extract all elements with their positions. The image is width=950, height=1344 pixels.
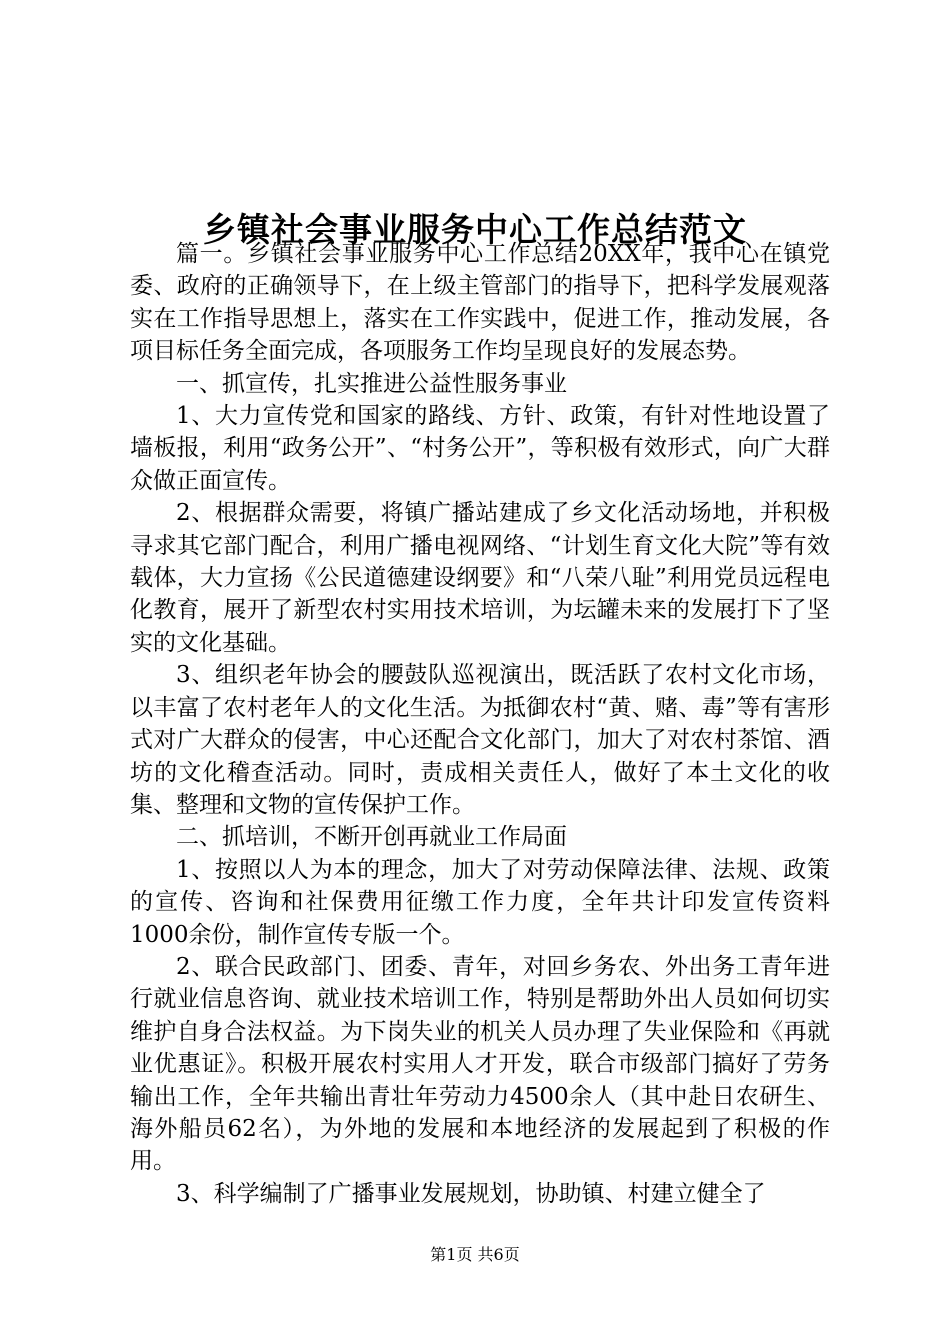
paragraph: 3、组织老年协会的腰鼓队巡视演出，既活跃了农村文化市场，以丰富了农村老年人的文化生活。为抵御农村“黄、赌、毒”等有害形式对广大群众的侵害，中心还配合文化部门，加大了对农村茶馆、酒坊的文化稽查活动。同时，责成相关责任人，做好了本土文化的收集、整理和文物的宣传保护工作。: [130, 662, 830, 818]
document-title: 乡镇社会事业服务中心工作总结范文: [203, 210, 747, 250]
document-body: [130, 238, 830, 1210]
paragraph: 1、大力宣传党和国家的路线、方针、政策，有针对性地设置了墙板报，利用“政务公开”、“村务公开”，等积极有效形式，向广大群众做正面宣传。: [130, 403, 830, 494]
paragraph: 2、根据群众需要，将镇广播站建成了乡文化活动场地，并积极寻求其它部门配合，利用广播电视网络、“计划生育文化大院”等有效载体，大力宣扬《公民道德建设纲要》和“八荣八耻”利用党员远程电化教育，展开了新型农村实用技术培训，为坛罐未来的发展打下了坚实的文化基础。: [130, 500, 830, 656]
paragraph: 1、按照以人为本的理念，加大了对劳动保障法律、法规、政策的宣传、咨询和社保费用征缴工作力度，全年共计印发宣传资料1000余份，制作宣传专版一个。: [130, 856, 830, 948]
paragraph: 3、科学编制了广播事业发展规划，协助镇、村建立健全了: [176, 1180, 766, 1207]
section-heading: 二、抓培训，不断开创再就业工作局面: [176, 824, 567, 851]
section-heading: 一、抓宣传，扎实推进公益性服务事业: [176, 370, 567, 397]
paragraph: 篇一。乡镇社会事业服务中心工作总结20XX年，我中心在镇党委、政府的正确领导下，在上级主管部门的指导下，把科学发展观落实在工作指导思想上，落实在工作实践中，促进工作，推动发展，各项目标任务全面完成，各项服务工作均呈现良好的发展态势。: [130, 241, 830, 365]
paragraph: 2、联合民政部门、团委、青年，对回乡务农、外出务工青年进行就业信息咨询、就业技术培训工作，特别是帮助外出人员如何切实维护自身合法权益。为下岗失业的机关人员办理了失业保险和《再就业优惠证》。积极开展农村实用人才开发，联合市级部门搞好了劳务输出工作，全年共输出青壮年劳动力4500余人（其中赴日农研生、海外船员62名），为外地的发展和本地经济的发展起到了积极的作用。: [130, 953, 830, 1175]
page-number-footer: 第1页 共6页: [430, 1245, 520, 1264]
